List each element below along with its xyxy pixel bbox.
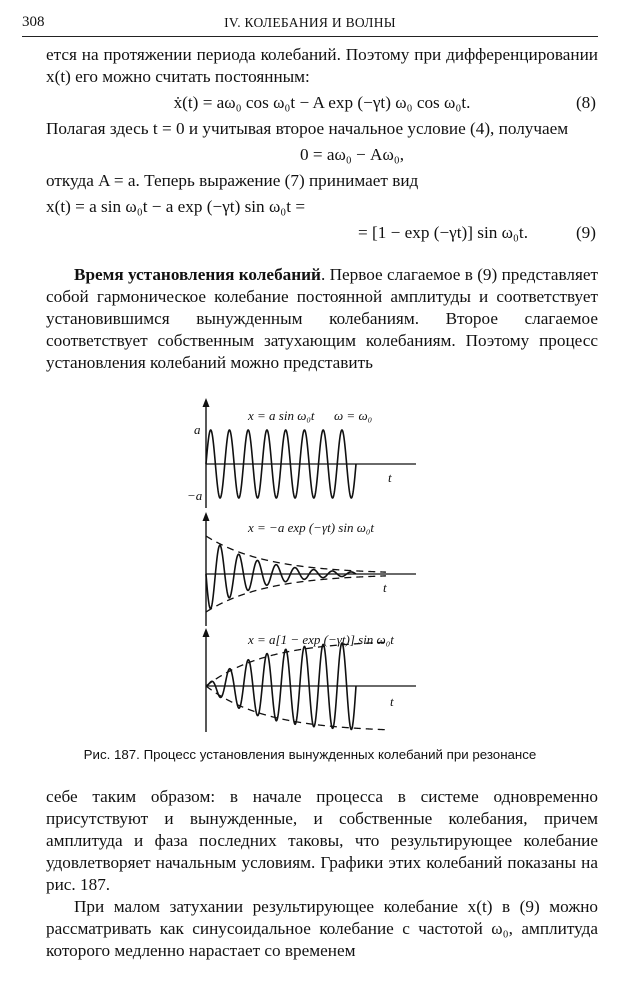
paragraph-6: При малом затухании результирующее колебание x(t) в (9) можно рассматривать как синусоидальное колебание с частотой ω₀, амплитуда которого медленно нарастает со временем bbox=[46, 897, 598, 960]
equation-9-number: (9) bbox=[575, 223, 596, 242]
oscillation-graphs bbox=[156, 396, 416, 736]
paragraph-3: откуда A = a. Теперь выражение (7) принимает вид bbox=[46, 171, 419, 190]
paragraph-4-body: . Первое слагаемое в (9) представляет собой гармоническое колебание постоянной амплитуды и соответствует установившимся вынужденным колебаниям. Второе слагаемое соответствует собственным затухающим колебаниям. Поэтому процесс установления колебаний можно представить bbox=[46, 265, 598, 372]
equation-8-number: (8) bbox=[575, 93, 596, 112]
panel3-x-arrow bbox=[203, 628, 210, 637]
panel2-envelope-upper bbox=[206, 536, 386, 572]
panel2-wave bbox=[206, 545, 356, 608]
panel1-formula: x = a sin ω₀t bbox=[248, 408, 315, 423]
panel1-amp-bottom: −a bbox=[187, 488, 203, 503]
equation-8-formula: ẋ(t) = aω₀ cos ω₀t − A exp (−γt) ω₀ cos ω₀t. bbox=[173, 93, 471, 112]
paragraph-2: Полагая здесь t = 0 и учитывая второе начальное условие (4), получаем bbox=[46, 119, 569, 138]
panel-steady bbox=[187, 398, 416, 508]
equation-8 bbox=[46, 92, 598, 114]
paragraph-1: ется на протяжении периода колебаний. Поэтому при дифференцировании x(t) его можно считать постоянным: bbox=[46, 45, 598, 86]
panel3-t-label: t bbox=[390, 694, 394, 709]
panel-growing bbox=[203, 628, 417, 732]
page-header bbox=[22, 14, 598, 37]
panel1-t-label: t bbox=[388, 470, 392, 485]
panel1-condition: ω = ω₀ bbox=[334, 408, 373, 423]
equation-9-line1: x(t) = a sin ω₀t − a exp (−γt) sin ω₀t = bbox=[46, 197, 306, 216]
panel3-formula: x = a[1 − exp (−γt)] sin ω₀t bbox=[248, 632, 394, 647]
figure-187 bbox=[46, 396, 598, 736]
panel2-t-label: t bbox=[383, 580, 387, 595]
equation-9-formula: = [1 − exp (−γt)] sin ω₀t. bbox=[358, 223, 528, 242]
panel-decaying bbox=[203, 512, 417, 626]
section-heading: Время установления колебаний bbox=[74, 265, 321, 284]
equation-9-line2 bbox=[46, 222, 598, 244]
running-title: IV. КОЛЕБАНИЯ И ВОЛНЫ bbox=[224, 15, 396, 30]
panel1-amp-top: a bbox=[194, 422, 201, 437]
paragraph-5: себе таким образом: в начале процесса в системе одновременно присутствуют и вынужденные, и собственные колебания, причем амплитуда и фаза последних таковы, что результирующее колебание удовлетворяет начальным условиям. Графики этих колебаний показаны на рис. 187. bbox=[46, 787, 598, 894]
paragraph-4 bbox=[46, 264, 598, 374]
equation-initial: 0 = aω₀ − Aω₀, bbox=[299, 145, 405, 164]
panel1-x-arrow bbox=[203, 398, 210, 407]
panel2-x-arrow bbox=[203, 512, 210, 521]
page-number: 308 bbox=[22, 14, 45, 30]
panel2-formula: x = −a exp (−γt) sin ω₀t bbox=[248, 520, 375, 535]
text-body bbox=[46, 44, 598, 962]
figure-caption: Рис. 187. Процесс установления вынужденных колебаний при резонансе bbox=[83, 747, 537, 762]
